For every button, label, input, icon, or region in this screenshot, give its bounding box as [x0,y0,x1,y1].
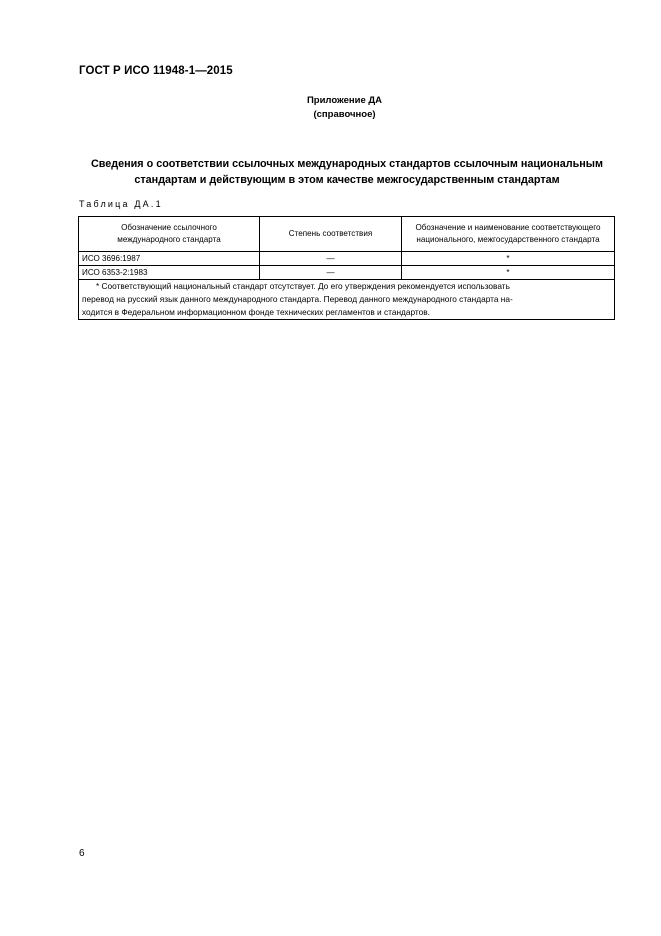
header-line: Обозначение ссылочного [121,223,217,232]
footnote-line-1: * Соответствующий национальный стандарт отсутствует. До его утверждения рекомендуется использовать [96,281,510,291]
section-title [79,156,615,188]
footnote-line-3: ходится в Федеральном информационном фонде технических регламентов и стандартов. [82,307,430,317]
cell-national-standard: * [402,252,615,266]
correspondence-table [78,216,615,320]
table-caption: Таблица ДА.1 [79,199,163,209]
table-row [79,266,615,280]
cell-standard-code: ИСО 3696:1987 [79,252,260,266]
header-line: национального, межгосударственного стандарта [416,235,600,244]
document-code: ГОСТ Р ИСО 11948-1—2015 [79,65,233,77]
appendix-heading [0,94,661,122]
cell-standard-code: ИСО 6353-2:1983 [79,266,260,280]
page-number: 6 [79,848,85,859]
header-line: Обозначение и наименование соответствующего [415,223,601,232]
footnote-row [79,280,615,320]
cell-degree: — [260,252,402,266]
footnote-line-2: перевод на русский язык данного международного стандарта. Перевод данного международного стандарта на- [82,294,513,304]
appendix-type: (справочное) [313,109,376,120]
cell-degree: — [260,266,402,280]
header-international-standard [79,217,260,252]
section-title-line-2: стандартам и действующим в этом качестве межгосударственным стандартам [134,174,560,186]
header-degree-of-correspondence [260,217,402,252]
header-national-standard [402,217,615,252]
table-footnote [79,280,615,320]
cell-national-standard: * [402,266,615,280]
appendix-title: Приложение ДА [306,95,383,106]
header-line: международного стандарта [117,235,221,244]
header-line: Степень соответствия [288,229,373,238]
section-title-line-1: Сведения о соответствии ссылочных международных стандартов ссылочным национальным [90,158,603,170]
table-header-row [79,217,615,252]
table-row [79,252,615,266]
